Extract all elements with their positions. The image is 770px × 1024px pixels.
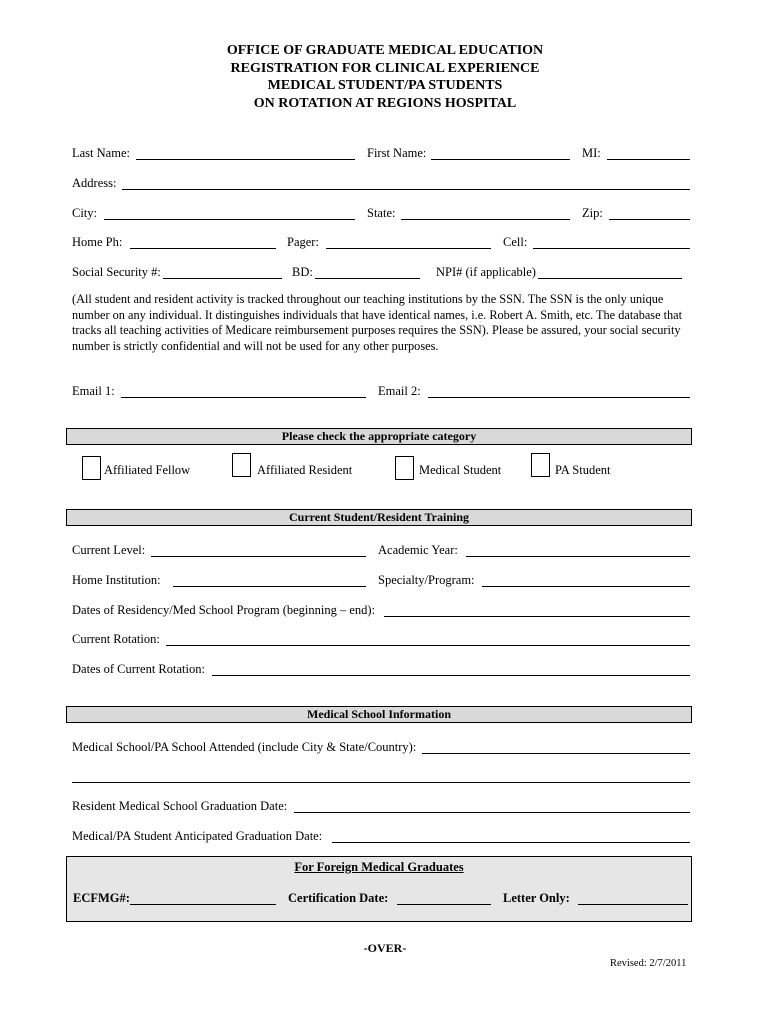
program-dates-label: Dates of Residency/Med School Program (beginning – end): (72, 603, 376, 617)
ssn-note: (All student and resident activity is tracked throughout our teaching institutions by the SSN. The SSN is the only unique number on any individual. It distinguishes individuals that have identical names, i.e. Robert A. Smith, etc. The database that tracks all teaching activities of Medicare reimbursement purposes requires the SSN). Please be assured, your social security number is strictly confidential and will not be used for any other purposes. (72, 292, 683, 353)
pa-student-label: PA Student (555, 463, 611, 477)
last-name-label: Last Name: (72, 146, 130, 160)
email1-label: Email 1: (72, 384, 115, 398)
rotation-row (72, 631, 690, 649)
name-row (72, 145, 690, 163)
first-name-label: First Name: (367, 146, 427, 160)
bd-field[interactable] (315, 265, 420, 279)
email-row (72, 383, 690, 401)
current-level-label: Current Level: (72, 543, 146, 557)
state-label: State: (367, 206, 396, 220)
school-heading: Medical School Information (66, 706, 692, 723)
letter-only-field[interactable] (578, 891, 688, 905)
form-title (0, 42, 770, 112)
city-row (72, 205, 690, 223)
current-rotation-label: Current Rotation: (72, 632, 160, 646)
email2-label: Email 2: (378, 384, 421, 398)
cell-label: Cell: (503, 235, 528, 249)
bd-label: BD: (292, 265, 313, 279)
school-attended-field-2[interactable] (72, 769, 690, 783)
revised-date: Revised: 2/7/2011 (610, 958, 687, 969)
affiliated-resident-label: Affiliated Resident (257, 463, 353, 477)
program-dates-field[interactable] (384, 603, 690, 617)
affiliated-fellow-label: Affiliated Fellow (104, 463, 191, 477)
title-line-1: OFFICE OF GRADUATE MEDICAL EDUCATION (226, 43, 544, 58)
phone-row (72, 234, 690, 252)
city-field[interactable] (104, 206, 355, 220)
letter-only-label: Letter Only: (503, 891, 570, 905)
rotation-dates-row (72, 661, 690, 679)
address-label: Address: (72, 176, 117, 190)
school-attended-row-2 (72, 768, 690, 786)
academic-year-field[interactable] (466, 543, 690, 557)
specialty-field[interactable] (482, 573, 690, 587)
school-attended-row (72, 739, 690, 757)
affiliated-resident-checkbox[interactable] (232, 453, 251, 477)
training-heading: Current Student/Resident Training (66, 509, 692, 526)
specialty-label: Specialty/Program: (378, 573, 475, 587)
institution-row (72, 572, 690, 590)
medical-student-checkbox[interactable] (395, 456, 414, 480)
student-grad-row (72, 828, 690, 846)
level-row (72, 542, 690, 560)
rotation-dates-label: Dates of Current Rotation: (72, 662, 205, 676)
ecfmg-field[interactable] (130, 891, 276, 905)
title-line-4: ON ROTATION AT REGIONS HOSPITAL (253, 95, 517, 111)
medical-student-label: Medical Student (419, 463, 502, 477)
resident-grad-label: Resident Medical School Graduation Date: (72, 799, 288, 813)
rotation-dates-field[interactable] (212, 662, 690, 676)
current-level-field[interactable] (151, 543, 366, 557)
mi-field[interactable] (607, 146, 690, 160)
city-label: City: (72, 206, 98, 220)
ssn-label: Social Security #: (72, 265, 161, 279)
address-row (72, 175, 690, 193)
home-phone-label: Home Ph: (72, 235, 123, 249)
zip-label: Zip: (582, 206, 603, 220)
certification-label: Certification Date: (288, 891, 389, 905)
first-name-field[interactable] (431, 146, 570, 160)
state-field[interactable] (401, 206, 570, 220)
program-dates-row (72, 602, 690, 620)
cell-field[interactable] (533, 235, 690, 249)
certification-field[interactable] (397, 891, 491, 905)
foreign-graduates-box (66, 856, 692, 922)
pager-label: Pager: (287, 235, 319, 249)
school-attended-label: Medical School/PA School Attended (include City & State/Country): (72, 740, 417, 754)
category-heading: Please check the appropriate category (66, 428, 692, 445)
pa-student-checkbox[interactable] (531, 453, 550, 477)
ssn-field[interactable] (163, 265, 282, 279)
mi-label: MI: (582, 146, 601, 160)
student-grad-field[interactable] (332, 829, 690, 843)
current-rotation-field[interactable] (166, 632, 690, 646)
ecfmg-label: ECFMG#: (73, 891, 130, 905)
home-institution-field[interactable] (173, 573, 366, 587)
npi-field[interactable] (538, 265, 682, 279)
title-line-2: REGISTRATION FOR CLINICAL EXPERIENCE (230, 60, 540, 76)
home-phone-field[interactable] (130, 235, 276, 249)
npi-label: NPI# (if applicable) (436, 265, 536, 279)
zip-field[interactable] (609, 206, 690, 220)
email1-field[interactable] (121, 384, 366, 398)
id-row (72, 264, 690, 282)
over-note: -OVER- (363, 941, 407, 955)
school-attended-field[interactable] (422, 740, 690, 754)
pager-field[interactable] (326, 235, 491, 249)
email2-field[interactable] (428, 384, 690, 398)
student-grad-label: Medical/PA Student Anticipated Graduation Date: (72, 829, 323, 843)
academic-year-label: Academic Year: (378, 543, 458, 557)
resident-grad-row (72, 798, 690, 816)
affiliated-fellow-checkbox[interactable] (82, 456, 101, 480)
last-name-field[interactable] (136, 146, 355, 160)
home-institution-label: Home Institution: (72, 573, 161, 587)
foreign-heading: For Foreign Medical Graduates (294, 860, 464, 874)
resident-grad-field[interactable] (294, 799, 690, 813)
address-field[interactable] (122, 176, 690, 190)
title-line-3: MEDICAL STUDENT/PA STUDENTS (267, 78, 503, 93)
